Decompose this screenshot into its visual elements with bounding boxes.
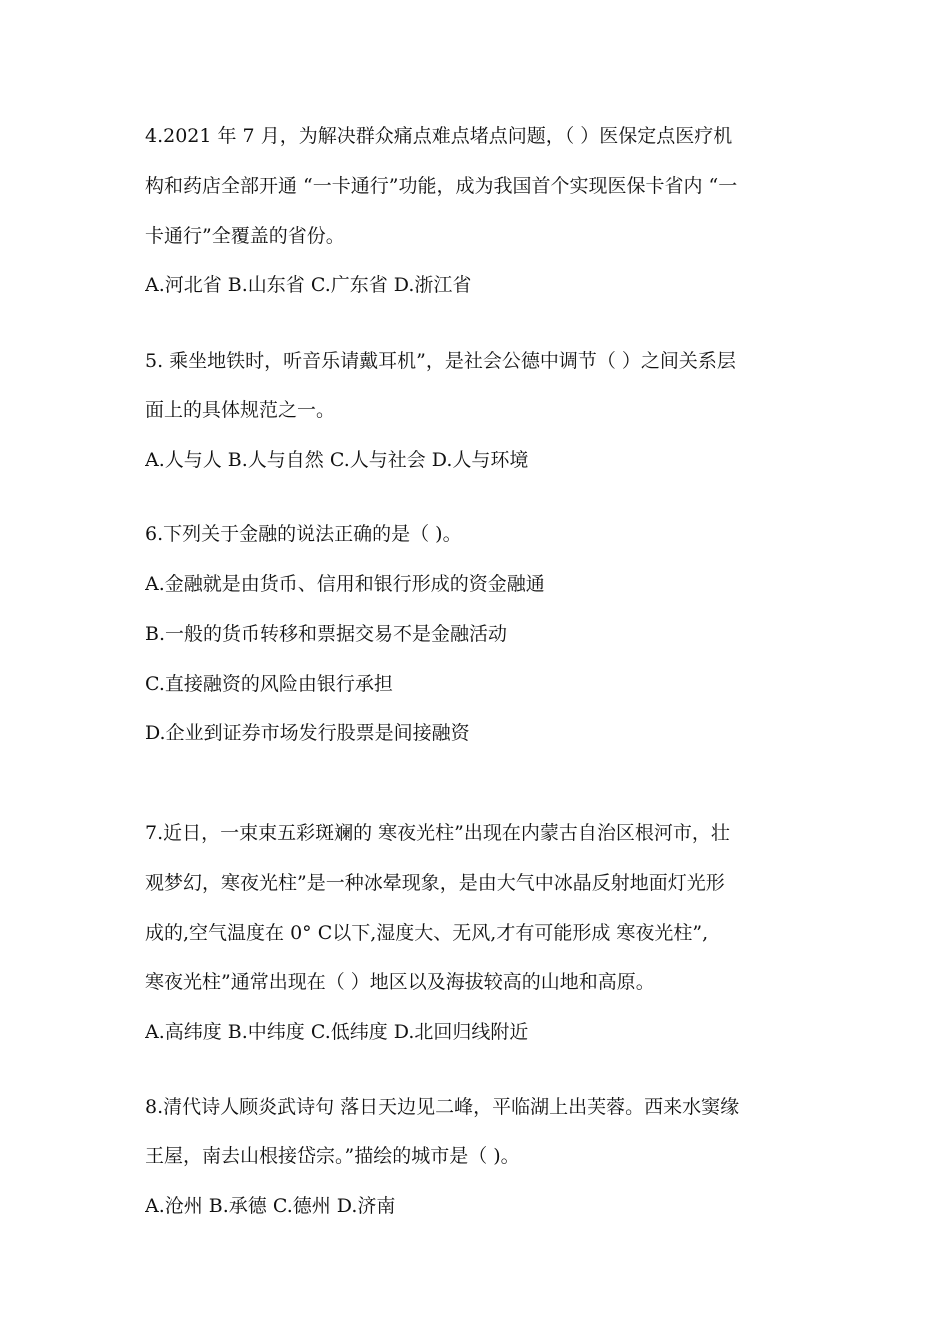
question-7-stem-line-4: 寒夜光柱”通常出现在（ ）地区以及海拔较高的山地和高原。 bbox=[145, 971, 655, 993]
question-8-stem-line-1: 8.清代诗人顾炎武诗句 落日天边见二峰，平临湖上出芙蓉。西来水窦缘 bbox=[145, 1096, 740, 1118]
question-6-option-c: C.直接融资的风险由银行承担 bbox=[145, 673, 393, 695]
question-7-stem-line-1: 7.近日，一束束五彩斑斓的 寒夜光柱”出现在内蒙古自治区根河市，壮 bbox=[145, 822, 730, 844]
question-6-option-d: D.企业到证券市场发行股票是间接融资 bbox=[145, 722, 470, 744]
question-8-stem-line-2: 王屋，南去山根接岱宗。”描绘的城市是（ )。 bbox=[145, 1145, 520, 1167]
question-5-stem-line-1: 5. 乘坐地铁时，听音乐请戴耳机”，是社会公德中调节（ ）之间关系层 bbox=[145, 350, 736, 372]
question-5-stem-line-2: 面上的具体规范之一。 bbox=[145, 399, 336, 421]
question-4-options: A.河北省 B.山东省 C.广东省 D.浙江省 bbox=[145, 274, 472, 296]
question-4-stem-line-1: 4.2021 年 7 月，为解决群众痛点难点堵点问题，（ ）医保定点医疗机 bbox=[145, 125, 733, 147]
question-6-stem-line-1: 6.下列关于金融的说法正确的是（ )。 bbox=[145, 523, 462, 545]
question-5-options: A.人与人 B.人与自然 C.人与社会 D.人与环境 bbox=[145, 449, 529, 471]
question-6-option-a: A.金融就是由货币、信用和银行形成的资金融通 bbox=[145, 573, 545, 595]
question-6-option-b: B.一般的货币转移和票据交易不是金融活动 bbox=[145, 623, 508, 645]
question-4-stem-line-2: 构和药店全部开通 “一卡通行”功能，成为我国首个实现医保卡省内 “一 bbox=[145, 175, 738, 197]
question-4-stem-line-3: 卡通行”全覆盖的省份。 bbox=[145, 225, 345, 247]
question-7-options: A.高纬度 B.中纬度 C.低纬度 D.北回归线附近 bbox=[145, 1021, 529, 1043]
question-7-stem-line-3: 成的,空气温度在 0° C以下,湿度大、无风,才有可能形成 寒夜光柱”, bbox=[145, 922, 709, 944]
question-7-stem-line-2: 观梦幻，寒夜光柱”是一种冰晕现象，是由大气中冰晶反射地面灯光形 bbox=[145, 872, 725, 894]
question-8-options: A.沧州 B.承德 C.德州 D.济南 bbox=[145, 1195, 396, 1217]
